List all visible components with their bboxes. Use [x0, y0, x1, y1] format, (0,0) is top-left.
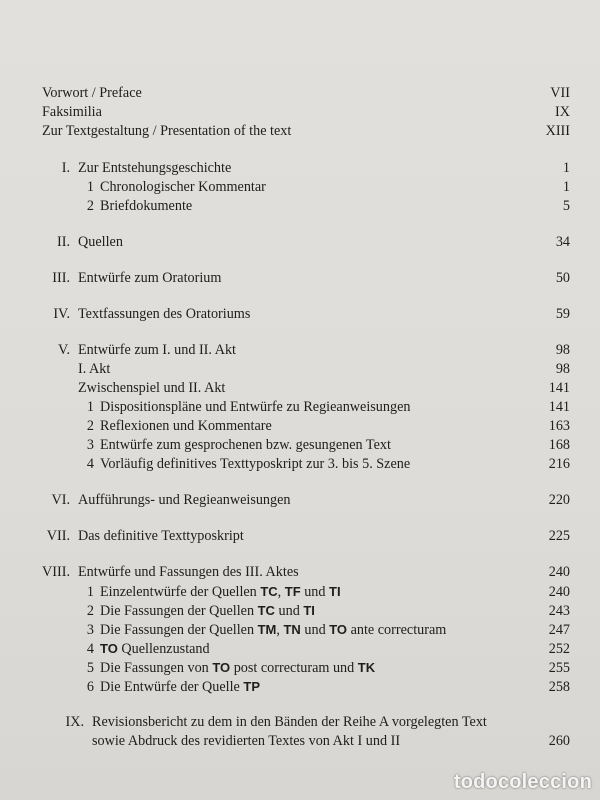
- toc-section-8: VIII. Entwürfe und Fassungen des III. Aktes 240: [42, 564, 570, 580]
- toc-section-9-line2: sowie Abdruck des revidierten Textes von Akt I und II: [92, 733, 401, 749]
- toc-entry-textgestaltung: Zur Textgestaltung / Presentation of the text XIII: [42, 123, 570, 139]
- toc-subentry: 3 Die Fassungen der Quellen TM, TN und TO ante correcturam 247: [86, 622, 570, 638]
- toc-entry-preface: Vorwort / Preface VII: [42, 85, 570, 101]
- toc-subentry: I. Akt 98: [78, 361, 570, 377]
- toc-subentry: 2 Reflexionen und Kommentare 163: [86, 418, 570, 434]
- toc-subentry: 1 Einzelentwürfe der Quellen TC, TF und TI 240: [86, 584, 570, 600]
- toc-section-1: I. Zur Entstehungsgeschichte 1: [61, 160, 570, 176]
- toc-subentry: 3 Entwürfe zum gesprochenen bzw. gesungenen Text 168: [86, 437, 570, 453]
- toc-subentry: 5 Die Fassungen von TO post correcturam und TK 255: [86, 660, 570, 676]
- toc-section-9: IX. Revisionsbericht zu dem in den Bänden der Reihe A vorgelegten Text sowie Abdruck des revidierten Textes von Akt I und II 260: [65, 714, 570, 749]
- toc-section-4: IV. Textfassungen des Oratoriums 59: [53, 306, 570, 322]
- watermark-logo: todocoleccion: [453, 771, 592, 793]
- toc-section-2: II. Quellen 34: [57, 234, 570, 250]
- toc-section-7: VII. Das definitive Texttyposkript 225: [46, 528, 570, 544]
- toc-section-5: V. Entwürfe zum I. und II. Akt 98: [58, 342, 570, 358]
- toc-section-3: III. Entwürfe zum Oratorium 50: [52, 270, 570, 286]
- toc-subentry: 2 Die Fassungen der Quellen TC und TI 243: [86, 603, 570, 619]
- toc-subentry: 4 TO Quellenzustand 252: [86, 641, 570, 657]
- toc-section-9-line1: Revisionsbericht zu dem in den Bänden der Reihe A vorgelegten Text: [92, 714, 487, 730]
- toc-subentry: 4 Vorläufig definitives Texttyposkript zur 3. bis 5. Szene 216: [86, 456, 570, 472]
- toc-entry-faksimilia: Faksimilia IX: [42, 104, 570, 120]
- toc-subentry: 1 Dispositionspläne und Entwürfe zu Regieanweisungen 141: [86, 399, 570, 415]
- toc-subentry: 1 Chronologischer Kommentar 1: [86, 179, 570, 195]
- toc-subentry: 6 Die Entwürfe der Quelle TP 258: [86, 679, 570, 695]
- toc-subentry: Zwischenspiel und II. Akt 141: [78, 380, 570, 396]
- table-of-contents: [42, 84, 570, 751]
- toc-subentry: 2 Briefdokumente 5: [86, 198, 570, 214]
- toc-section-6: VI. Aufführungs- und Regieanweisungen 220: [51, 492, 570, 508]
